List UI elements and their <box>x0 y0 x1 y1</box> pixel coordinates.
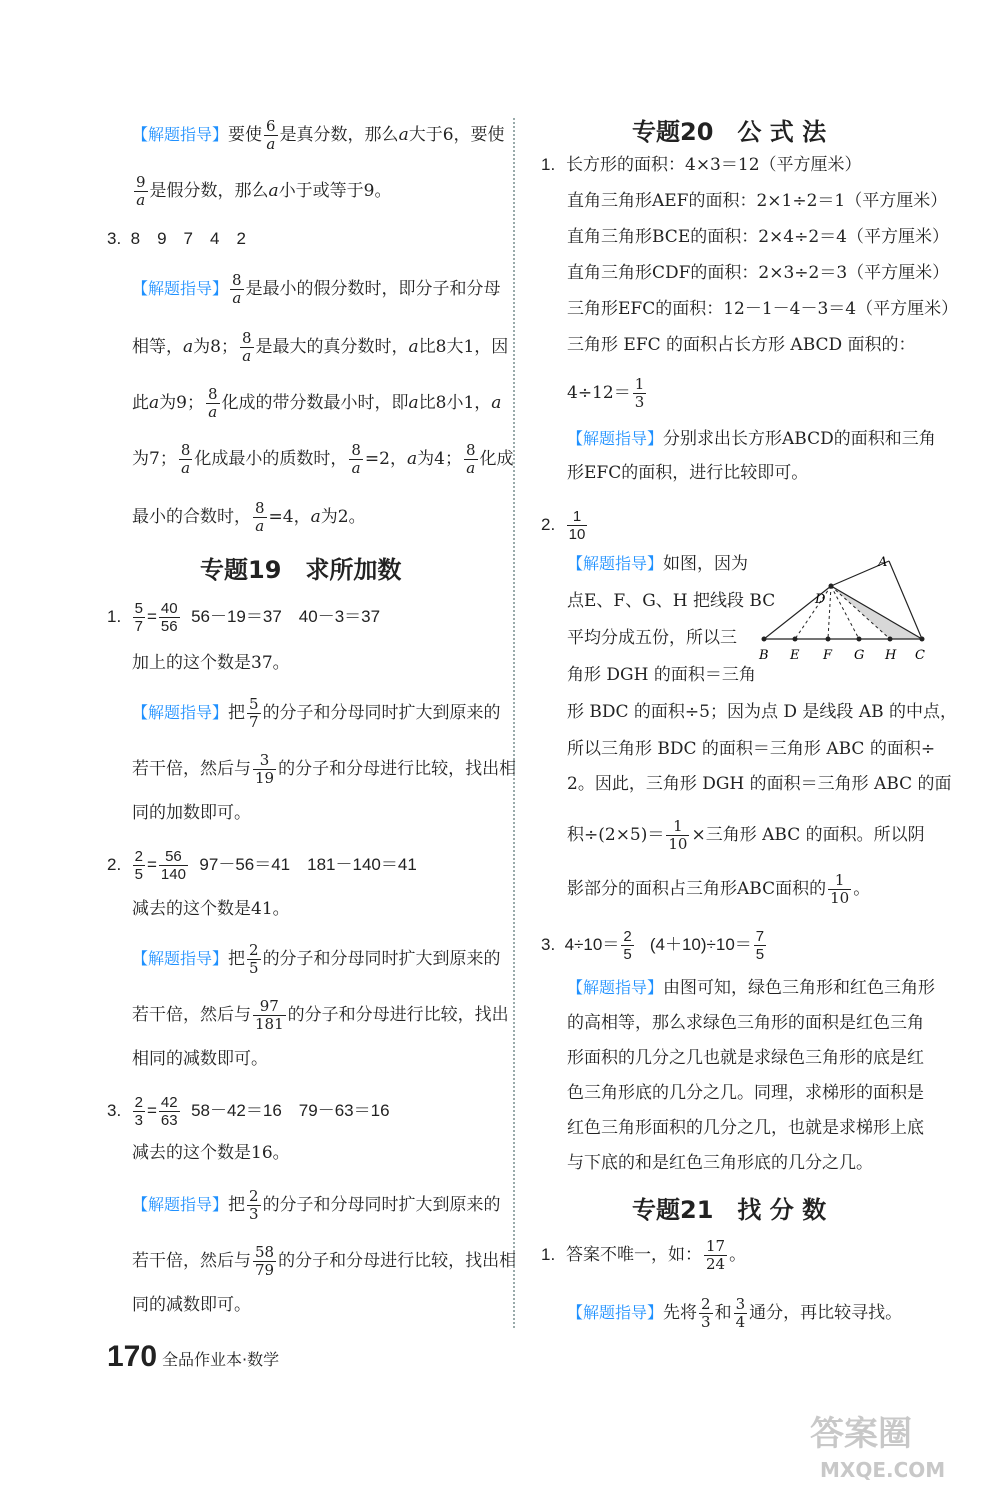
guide-line: 【解题指导】由图可知，绿色三角形和红色三角形 <box>567 978 936 998</box>
t19-question-2: 2. $\frac{2}{5}$ = $\frac{56}{140}$ 97－56＝41 181－140＝41 <box>107 848 417 883</box>
guide-line: 色三角形底的几分之几。同理，求梯形的面积是 <box>567 1083 924 1103</box>
label-D: D <box>815 592 826 607</box>
guide-line: 影部分的面积占三角形ABC面积的 $\frac{1}{10}$ 。 <box>567 871 871 907</box>
fraction: $\frac{6}{a}$ <box>266 117 276 153</box>
guide-line: 积÷(2×5)＝ $\frac{1}{10}$ ×三角形 ABC 的面积。所以阴 <box>567 817 925 853</box>
guide-line: 【解题指导】如图，因为 <box>567 554 749 574</box>
book-title: 全品作业本·数学 <box>162 1350 280 1369</box>
guide-line: 【解题指导】把 $\frac{5}{7}$ 的分子和分母同时扩大到原来的 <box>132 695 501 731</box>
guide-line: 【解题指导】把 $\frac{2}{5}$ 的分子和分母同时扩大到原来的 <box>132 941 501 977</box>
fraction: $\frac{8}{a}$ <box>351 441 361 477</box>
answer-line: 减去的这个数是41。 <box>132 899 290 919</box>
dashed-DE <box>795 586 831 639</box>
calc-line: 三角形 EFC 的面积占长方形 ABCD 面积的： <box>567 335 916 355</box>
guide-line: 的高相等，那么求绿色三角形的面积是红色三角 <box>567 1013 924 1033</box>
t20-question-3: 3. 4÷10＝ $\frac{2}{5}$ (4＋10)÷10＝ $\frac{7}{5}$ <box>541 928 765 963</box>
guide-line: 同的减数即可。 <box>132 1295 251 1315</box>
guide-tag: 【解题指导】 <box>132 125 229 144</box>
fraction: $\frac{8}{a}$ <box>255 499 265 535</box>
guide-line: 与下底的和是红色三角形底的几分之几。 <box>567 1153 873 1173</box>
answer-line: 减去的这个数是16。 <box>132 1143 290 1163</box>
guide-line: 【解题指导】把 $\frac{2}{3}$ 的分子和分母同时扩大到原来的 <box>132 1187 501 1223</box>
calc-line: 直角三角形AEF的面积：2×1÷2＝1（平方厘米） <box>567 191 948 211</box>
guide-line: 形面积的几分之几也就是求绿色三角形的底是红 <box>567 1048 924 1068</box>
question-3: 3. 8 9 7 4 2 <box>107 229 246 248</box>
t20-question-1: 1. 长方形的面积：4×3＝12（平方厘米） <box>541 155 862 175</box>
calc-line: 直角三角形CDF的面积：2×3÷2＝3（平方厘米） <box>567 263 950 283</box>
guide-line: 点E、F、G、H 把线段 BC <box>567 591 776 611</box>
topic-20-title: 专题20 公 式 法 <box>632 118 827 146</box>
guide-line: 形EFC的面积，进行比较即可。 <box>567 463 809 483</box>
label-H: H <box>885 648 897 663</box>
guide-line: 【解题指导】要使 $\frac{6}{a}$ 是真分数，那么a大于6，要使 <box>132 117 505 153</box>
guide-line: 2。因此，三角形 DGH 的面积＝三角形 ABC 的面 <box>567 774 952 794</box>
guide-line: 平均分成五份，所以三 <box>567 628 737 648</box>
calc-line: 4÷12＝ $\frac{1}{3}$ <box>567 375 645 411</box>
column-divider <box>513 118 515 1328</box>
guide-line: 形 BDC 的面积÷5；因为点 D 是线段 AB 的中点， <box>567 702 958 722</box>
guide-line: 若干倍，然后与 $\frac{3}{19}$ 的分子和分母进行比较，找出相 <box>132 751 517 787</box>
guide-line: 相同的减数即可。 <box>132 1049 268 1069</box>
t21-question-1: 1. 答案不唯一，如： $\frac{17}{24}$ 。 <box>541 1237 747 1273</box>
topic-21-title: 专题21 找 分 数 <box>632 1196 827 1224</box>
guide-line: 为7； $\frac{8}{a}$ 化成最小的质数时， $\frac{8}{a}$ =2，a为4； $\frac{8}{a}$ 化成 <box>132 441 514 477</box>
guide-line: 此a为9； $\frac{8}{a}$ 化成的带分数最小时，即a比8小1，a <box>132 385 502 421</box>
triangle-figure <box>750 555 940 665</box>
guide-line: 所以三角形 BDC 的面积＝三角形 ABC 的面积÷ <box>567 739 936 759</box>
label-G: G <box>854 648 865 663</box>
guide-line: 若干倍，然后与 $\frac{58}{79}$ 的分子和分母进行比较，找出相 <box>132 1243 517 1279</box>
guide-line: 同的加数即可。 <box>132 803 251 823</box>
fraction: $\frac{9}{a}$ <box>136 173 146 209</box>
guide-line: 【解题指导】分别求出长方形ABCD的面积和三角 <box>567 429 936 449</box>
label-E: E <box>790 648 800 663</box>
guide-line: $\frac{9}{a}$ 是假分数，那么a小于或等于9。 <box>136 173 392 209</box>
topic-19-title: 专题19 求所加数 <box>200 556 402 584</box>
calc-line: 直角三角形BCE的面积：2×4÷2＝4（平方厘米） <box>567 227 949 247</box>
calc-line: 三角形EFC的面积：12－1－4－3＝4（平方厘米） <box>567 299 959 319</box>
watermark-text: 答案圈 <box>810 1414 912 1454</box>
label-A: A <box>878 555 888 570</box>
label-C: C <box>915 648 925 663</box>
guide-line: 【解题指导】 $\frac{8}{a}$ 是最小的假分数时，即分子和分母 <box>132 271 501 307</box>
guide-line: 相等，a为8； $\frac{8}{a}$ 是最大的真分数时，a比8大1，因 <box>132 329 509 365</box>
fraction: $\frac{8}{a}$ <box>241 329 252 365</box>
guide-line: 最小的合数时， $\frac{8}{a}$ =4，a为2。 <box>132 499 366 535</box>
fraction: $\frac{8}{a}$ <box>207 385 218 421</box>
page-number: 170 <box>107 1340 158 1373</box>
fraction: $\frac{8}{a}$ <box>465 441 476 477</box>
answer-line: 加上的这个数是37。 <box>132 653 290 673</box>
t19-question-1: 1. $\frac{5}{7}$ = $\frac{40}{56}$ 56－19＝37 40－3＝37 <box>107 600 381 635</box>
watermark-logo <box>800 1405 990 1485</box>
label-B: B <box>759 648 769 663</box>
fraction: $\frac{8}{a}$ <box>232 271 242 307</box>
guide-line: 若干倍，然后与 $\frac{97}{181}$ 的分子和分母进行比较，找出 <box>132 997 509 1033</box>
fraction: $\frac{8}{a}$ <box>180 441 191 477</box>
dashed-DF <box>828 586 831 639</box>
label-F: F <box>823 648 833 663</box>
guide-line: 角形 DGH 的面积＝三角 <box>567 665 756 685</box>
t19-question-3: 3. $\frac{2}{3}$ = $\frac{42}{63}$ 58－42＝16 79－63＝16 <box>107 1094 390 1129</box>
guide-line: 红色三角形面积的几分之几，也就是求梯形上底 <box>567 1118 924 1138</box>
watermark-url: MXQE.COM <box>820 1458 946 1482</box>
t20-question-2: 2. $\frac{1}{10}$ <box>541 508 586 543</box>
guide-line: 【解题指导】先将 $\frac{2}{3}$ 和 $\frac{3}{4}$ 通分，再比较寻找。 <box>567 1295 903 1331</box>
